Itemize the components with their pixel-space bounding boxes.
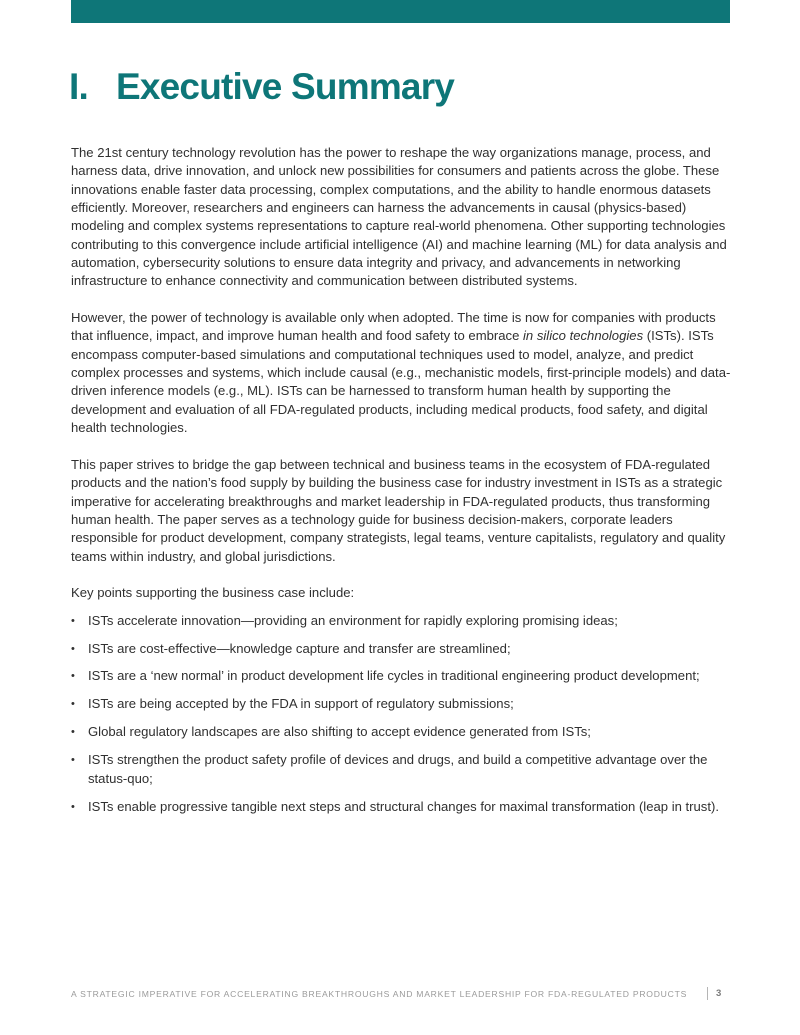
paragraph-2 <box>71 309 736 437</box>
paragraph-1: The 21st century technology revolution has the power to reshape the way organizations manage, process, and harness data, drive innovation, and unlock new possibilities for consumers and patients across the globe. These innovations enable faster data processing, complex computations, and the ability to handle enormous datasets efficiently. Moreover, researchers and engineers can harness the advancements in causal (physics-based) modeling and complex systems representations to capture real-world phenomena. Other supporting technologies contributing to this convergence include artificial intelligence (AI) and machine learning (ML) for data analysis and automation, cybersecurity solutions to ensure data integrity and privacy, and advancements in networking infrastructure to enhance connectivity and communication between distributed systems. <box>71 145 727 289</box>
paragraph-2-italic-term: in silico technologies <box>523 328 644 344</box>
list-item <box>71 612 736 630</box>
list-item <box>71 751 736 788</box>
list-item-text: ISTs accelerate innovation—providing an environment for rapidly exploring promising ideas; <box>88 612 618 628</box>
list-item <box>71 723 736 741</box>
key-points-intro: Key points supporting the business case include: <box>71 585 355 601</box>
page-number: 3 <box>716 988 722 999</box>
key-points-list <box>71 612 736 816</box>
footer-divider <box>707 987 708 1000</box>
bullet-icon: • <box>71 754 75 767</box>
paragraph-3: This paper strives to bridge the gap between technical and business teams in the ecosystem of FDA-regulated products and the nation’s food supply by building the business case for industry investment in ISTs as a strategic imperative for accelerating breakthroughs and market leadership in FDA-regulated products, thus transforming human health. The paper serves as a technology guide for business decision-makers, corporate leaders responsible for product development, company strategists, legal teams, venture capitalists, regulatory and quality teams within industry, and global jurisdictions. <box>71 456 726 564</box>
paragraph-2-text-a: However, the power of technology is available only when adopted. The time is now for companies with products that influence, impact, and improve human health and food safety to embrace <box>71 310 716 344</box>
list-item-text: ISTs are cost-effective—knowledge capture and transfer are streamlined; <box>88 640 511 656</box>
bullet-icon: • <box>71 614 75 627</box>
paragraph-2-text-b: (ISTs). ISTs encompass computer-based simulations and computational techniques used to model, analyze, and predict complex processes and systems, which include causal (e.g., mechanistic models, first-principle models) and data-driven inference models (e.g., ML). ISTs can be harnessed to transform human health by supporting the development and evaluation of all FDA-regulated products, including medical products, food safety, and digital health technologies. <box>71 328 731 436</box>
section-title: Executive Summary <box>116 66 455 107</box>
section-heading <box>69 66 454 108</box>
list-item-text: ISTs strengthen the product safety profile of devices and drugs, and build a competitive advantage over the status-quo; <box>88 752 708 786</box>
list-item <box>71 667 736 685</box>
bullet-icon: • <box>71 698 75 711</box>
bullet-icon: • <box>71 800 75 813</box>
bullet-icon: • <box>71 642 75 655</box>
list-item-text: ISTs enable progressive tangible next steps and structural changes for maximal transformation (leap in trust). <box>88 798 719 814</box>
list-item <box>71 695 736 713</box>
footer-running-title: A STRATEGIC IMPERATIVE FOR ACCELERATING BREAKTHROUGHS AND MARKET LEADERSHIP FOR FDA-REGULATED PRODUCTS <box>71 989 688 999</box>
list-item <box>71 640 736 658</box>
section-number: I. <box>69 66 88 107</box>
list-item-text: Global regulatory landscapes are also shifting to accept evidence generated from ISTs; <box>88 724 591 740</box>
header-accent-bar <box>71 0 730 23</box>
body-text <box>71 144 736 826</box>
list-item-text: ISTs are being accepted by the FDA in support of regulatory submissions; <box>88 696 514 712</box>
list-item <box>71 798 736 816</box>
bullet-icon: • <box>71 670 75 683</box>
bullet-icon: • <box>71 726 75 739</box>
list-item-text: ISTs are a ‘new normal’ in product development life cycles in traditional engineering product development; <box>88 668 700 684</box>
